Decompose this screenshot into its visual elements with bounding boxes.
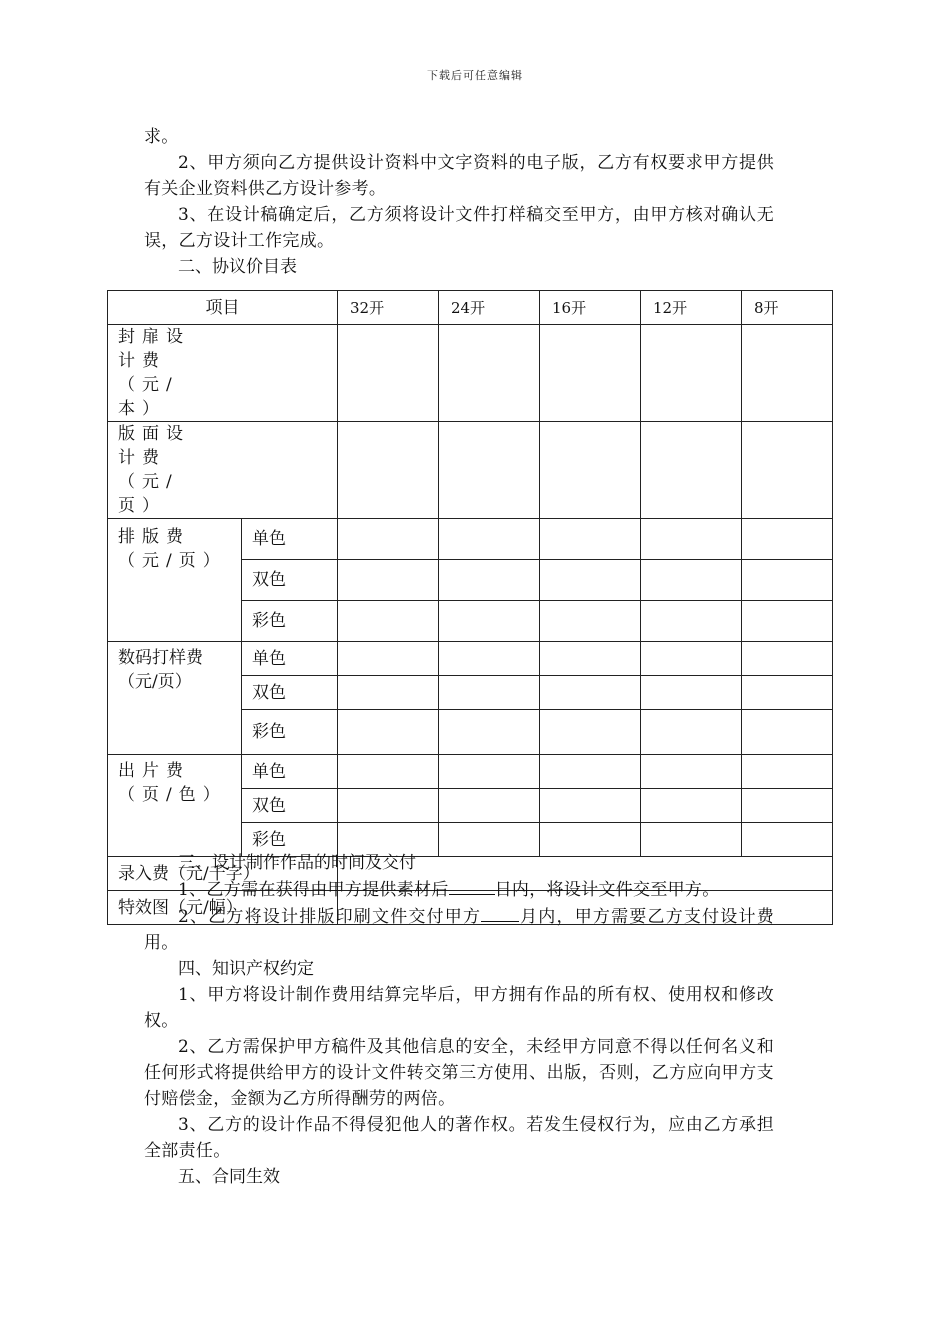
table-row <box>108 519 833 560</box>
table-cell <box>439 789 540 823</box>
table-cell <box>338 676 439 710</box>
table-cell <box>641 422 742 519</box>
text-span: 1、乙方需在获得由甲方提供素材后 <box>178 880 449 900</box>
table-cell <box>439 676 540 710</box>
table-cell <box>540 755 641 789</box>
table-cell <box>338 519 439 560</box>
table-cell <box>540 560 641 601</box>
color-mode-label: 单色 <box>242 519 338 560</box>
table-cell <box>540 422 641 519</box>
table-cell <box>439 710 540 755</box>
table-cell <box>641 519 742 560</box>
table-cell <box>742 755 833 789</box>
table-cell <box>641 755 742 789</box>
table-header-size: 24开 <box>439 291 540 325</box>
contract-body-bottom <box>144 850 774 1190</box>
text-span: 2、乙方将设计排版印刷文件交付甲方 <box>178 907 482 927</box>
color-mode-label: 彩色 <box>242 823 338 857</box>
table-cell <box>338 325 439 422</box>
table-cell <box>540 676 641 710</box>
table-cell <box>439 560 540 601</box>
table-cell <box>641 601 742 642</box>
section-heading: 二、协议价目表 <box>178 257 297 277</box>
table-cell <box>338 601 439 642</box>
row-label-proof-fee: 数码打样费（元/页） <box>108 642 242 755</box>
color-mode-label: 双色 <box>242 560 338 601</box>
table-cell <box>439 601 540 642</box>
table-cell <box>540 642 641 676</box>
row-label-cover-fee: 封扉设计费（元/本） <box>108 325 338 422</box>
table-cell <box>338 789 439 823</box>
table-header-size: 16开 <box>540 291 641 325</box>
table-cell <box>742 676 833 710</box>
table-cell <box>338 560 439 601</box>
table-cell <box>540 519 641 560</box>
table-cell <box>742 789 833 823</box>
fill-blank <box>481 903 519 922</box>
color-mode-label: 双色 <box>242 789 338 823</box>
row-label-layout-fee: 版面设计费（元/页） <box>108 422 338 519</box>
price-table <box>107 290 833 925</box>
paragraph: 2、乙方需保护甲方稿件及其他信息的安全，未经甲方同意不得以任何名义和任何形式将提供给甲方的设计文件转交第三方使用、出版，否则，乙方应向甲方支付赔偿金，金额为乙方所得酬劳的两倍。 <box>144 1037 774 1109</box>
table-cell <box>439 642 540 676</box>
fill-blank <box>449 876 495 895</box>
color-mode-label: 彩色 <box>242 710 338 755</box>
text-span: 月内，甲方需要乙方支付设计费用。 <box>144 907 774 953</box>
color-mode-label: 双色 <box>242 676 338 710</box>
row-label-entry-fee: 录入费（元/千字） <box>108 857 338 891</box>
table-cell <box>742 601 833 642</box>
table-cell <box>742 422 833 519</box>
table-cell <box>338 710 439 755</box>
row-label-typeset-fee: 排版费（元/页） <box>108 519 242 642</box>
table-cell <box>641 676 742 710</box>
table-header-size: 12开 <box>641 291 742 325</box>
table-cell <box>338 642 439 676</box>
table-cell <box>641 560 742 601</box>
table-row <box>108 755 833 789</box>
table-cell <box>641 710 742 755</box>
table-cell <box>641 325 742 422</box>
page-header: 下载后可任意编辑 <box>427 69 523 82</box>
color-mode-label: 彩色 <box>242 601 338 642</box>
table-cell <box>439 755 540 789</box>
table-cell <box>439 422 540 519</box>
table-cell <box>540 325 641 422</box>
table-header-row <box>108 291 833 325</box>
paragraph: 2、甲方须向乙方提供设计资料中文字资料的电子版，乙方有权要求甲方提供有关企业资料供乙方设计参考。 <box>144 153 774 199</box>
table-header-size: 32开 <box>338 291 439 325</box>
section-heading: 五、合同生效 <box>178 1167 280 1187</box>
table-cell <box>641 642 742 676</box>
section-heading: 四、知识产权约定 <box>178 959 314 979</box>
paragraph: 1、甲方将设计制作费用结算完毕后，甲方拥有作品的所有权、使用权和修改权。 <box>144 985 774 1031</box>
table-cell <box>641 789 742 823</box>
table-cell <box>338 755 439 789</box>
table-row <box>108 422 833 519</box>
paragraph <box>144 876 774 903</box>
table-cell <box>742 519 833 560</box>
paragraph <box>144 903 774 956</box>
table-cell <box>540 789 641 823</box>
table-cell <box>742 642 833 676</box>
color-mode-label: 单色 <box>242 642 338 676</box>
text-span: 日内，将设计文件交至甲方。 <box>494 880 720 900</box>
section-heading: 三、设计制作作品的时间及交付 <box>178 853 416 873</box>
table-cell <box>742 560 833 601</box>
paragraph: 3、乙方的设计作品不得侵犯他人的著作权。若发生侵权行为，应由乙方承担全部责任。 <box>144 1115 774 1161</box>
contract-body-top <box>144 124 774 280</box>
row-label-film-fee: 出片费（页/色） <box>108 755 242 857</box>
table-cell <box>742 325 833 422</box>
table-cell <box>540 601 641 642</box>
table-cell <box>540 710 641 755</box>
table-header-item: 项目 <box>108 291 338 325</box>
table-cell <box>439 519 540 560</box>
color-mode-label: 单色 <box>242 755 338 789</box>
paragraph: 求。 <box>144 127 179 147</box>
table-row <box>108 642 833 676</box>
row-label-effect-fee: 特效图（元/幅） <box>108 891 338 925</box>
table-header-size: 8开 <box>742 291 833 325</box>
paragraph: 3、在设计稿确定后，乙方须将设计文件打样稿交至甲方，由甲方核对确认无误，乙方设计工作完成。 <box>144 205 774 251</box>
table-cell <box>338 422 439 519</box>
table-cell <box>439 325 540 422</box>
table-cell <box>742 710 833 755</box>
table-row <box>108 325 833 422</box>
